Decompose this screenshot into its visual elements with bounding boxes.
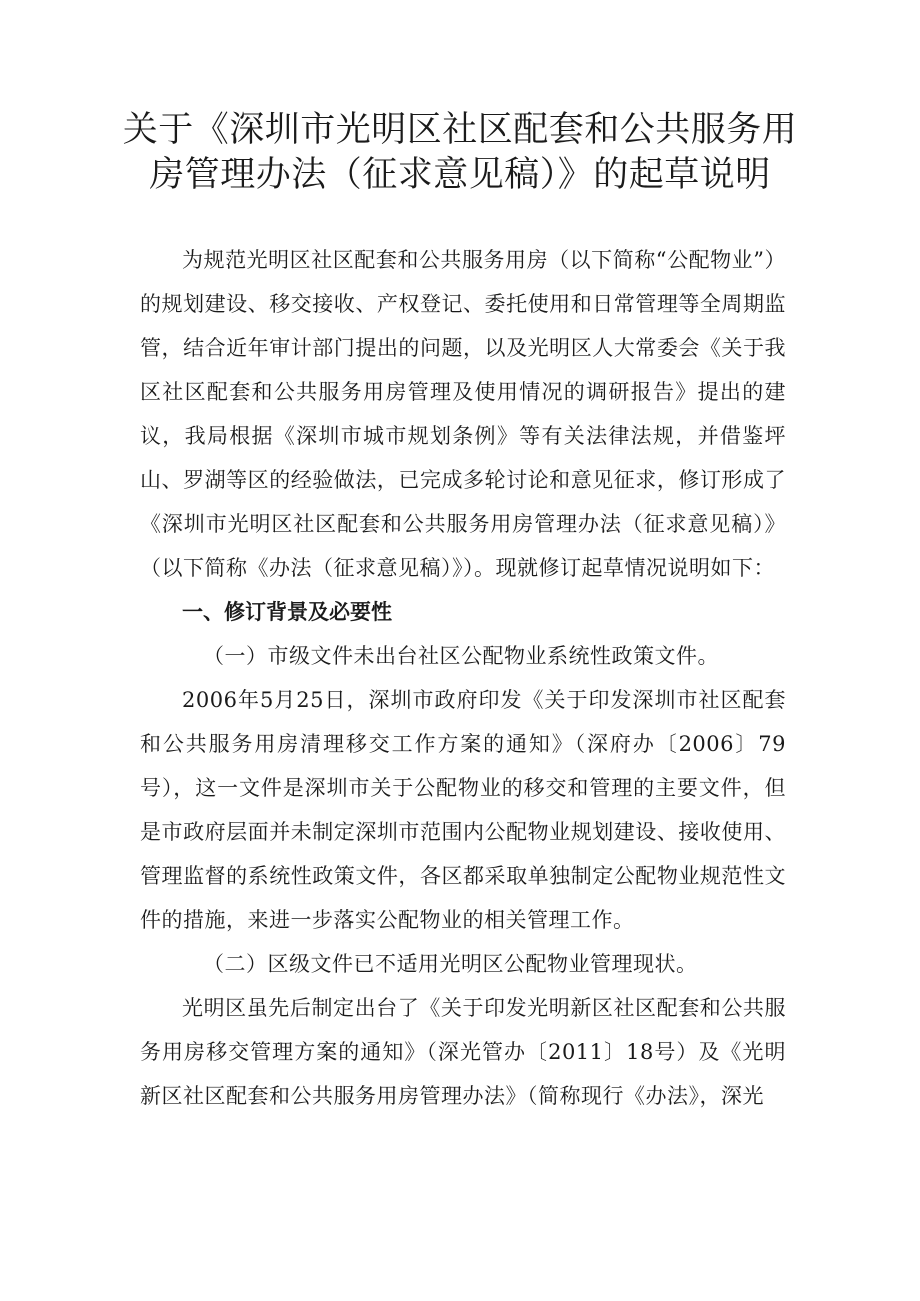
section-heading: 一、修订背景及必要性 bbox=[182, 600, 392, 624]
title-line-1: 关于《深圳市光明区社区配套和公共服务用 bbox=[122, 110, 798, 150]
subsection-paragraph-1: 2006年5月25日，深圳市政府印发《关于印发深圳市社区配套和公共服务用房清理移交工作方案的通知》（深府办〔2006〕79号），这一文件是深圳市关于公配物业的移交和管理的主要文件，但是市政府层面并未制定深圳市范围内公配物业规划建设、接收使用、管理监督的系统性政策文件，各区都采取单独制定公配物业规范性文件的措施，来进一步落实公配物业的相关管理工作。 bbox=[140, 688, 786, 932]
document-title bbox=[0, 108, 920, 198]
title-line-2: 房管理办法（征求意见稿）》的起草说明 bbox=[149, 155, 771, 195]
subsection-paragraph-2: 光明区虽先后制定出台了《关于印发光明新区社区配套和公共服务用房移交管理方案的通知》（深光管办〔2011〕18号）及《光明新区社区配套和公共服务用房管理办法》（简称现行《办法》，深光 bbox=[140, 996, 786, 1108]
subsection-heading-1: （一）市级文件未出台社区公配物业系统性政策文件。 bbox=[203, 644, 719, 668]
document-body bbox=[140, 238, 786, 1118]
intro-paragraph: 为规范光明区社区配套和公共服务用房（以下简称“公配物业”）的规划建设、移交接收、产权登记、委托使用和日常管理等全周期监管，结合近年审计部门提出的问题，以及光明区人大常委会《关于我区社区配套和公共服务用房管理及使用情况的调研报告》提出的建议，我局根据《深圳市城市规划条例》等有关法律法规，并借鉴坪山、罗湖等区的经验做法，已完成多轮讨论和意见征求，修订形成了《深圳市光明区社区配套和公共服务用房管理办法（征求意见稿）》（以下简称《办法（征求意见稿）》）。现就修订起草情况说明如下： bbox=[140, 248, 786, 580]
subsection-heading-2: （二）区级文件已不适用光明区公配物业管理现状。 bbox=[203, 952, 698, 976]
